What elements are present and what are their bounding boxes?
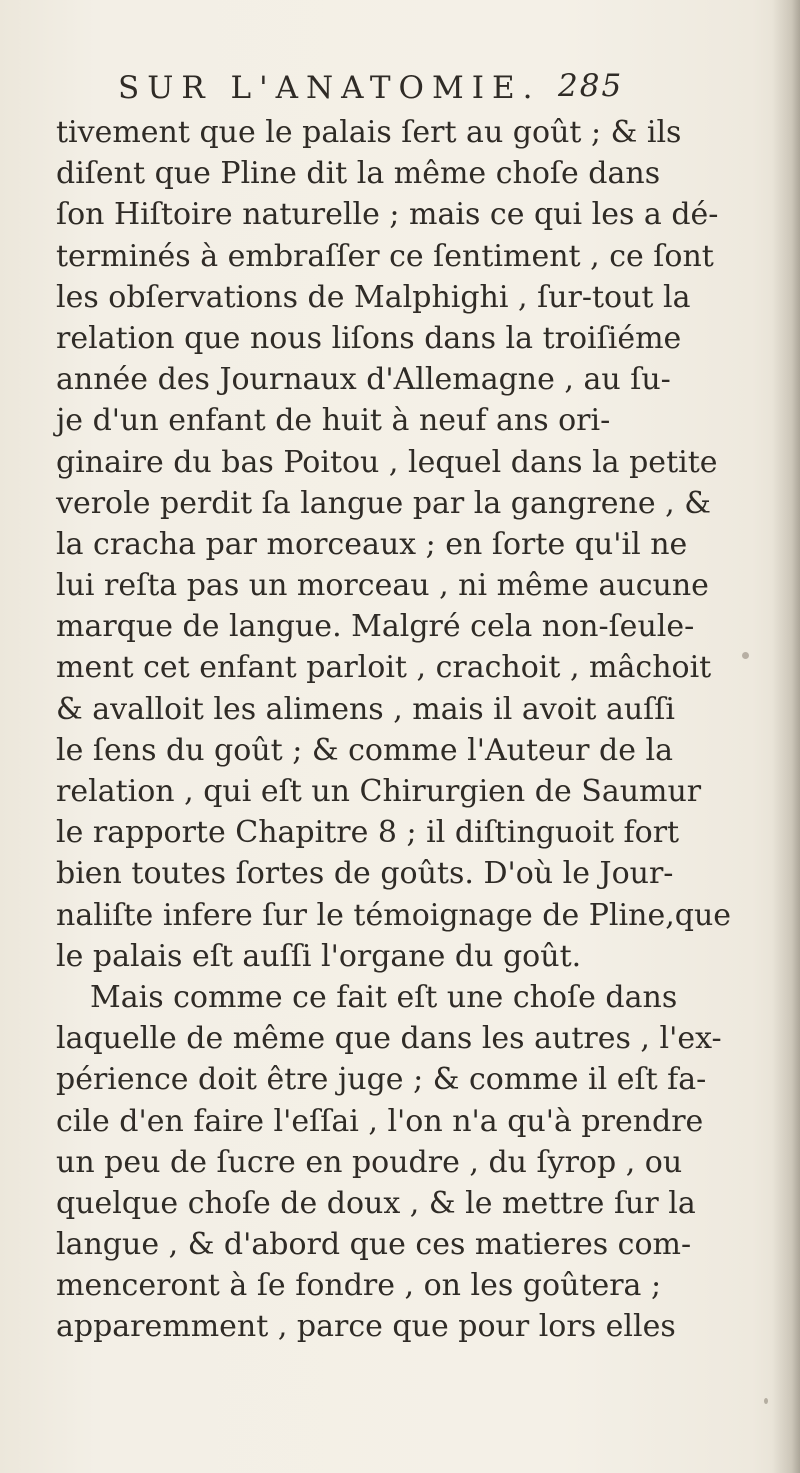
text-line: menceront à ſe fondre , on les goûtera ; (56, 1268, 662, 1304)
text-line: le rapporte Chapitre 8 ; il diſtinguoit fort (56, 815, 680, 851)
text-line: périence doit être juge ; & comme il eſt fa- (56, 1062, 707, 1098)
text-line: relation que nous liſons dans la troiſiéme (56, 320, 682, 356)
text-line: année des Journaux d'Allemagne , au ſu- (56, 362, 671, 398)
text-line: je d'un enfant de huit à neuf ans ori- (56, 403, 611, 439)
text-line: les obſervations de Malphighi , ſur-tout la (56, 279, 691, 315)
text-line: marque de langue. Malgré cela non-ſeule- (56, 609, 695, 645)
text-line: ginaire du bas Poitou , lequel dans la petite (56, 444, 718, 480)
text-line: apparemment , parce que pour lors elles (56, 1309, 676, 1345)
text-line: ſon Hiſtoire naturelle ; mais ce qui les a dé- (56, 197, 719, 233)
running-head: SUR L'ANATOMIE. (118, 70, 541, 106)
page-header (118, 62, 658, 106)
text-line: ment cet enfant parloit , crachoit , mâchoit (56, 650, 712, 686)
text-line: Mais comme ce fait eſt une choſe dans (90, 979, 678, 1015)
page-number: 285 (558, 68, 624, 104)
text-line: le palais eſt auſſi l'organe du goût. (56, 938, 582, 974)
text-line: & avalloit les alimens , mais il avoit auſſi (56, 691, 675, 727)
text-line: relation , qui eſt un Chirurgien de Saumur (56, 774, 702, 809)
text-line: laquelle de même que dans les autres , l'ex- (56, 1021, 722, 1057)
ink-speck (742, 652, 749, 659)
text-line: langue , & d'abord que ces matieres com- (56, 1227, 692, 1263)
text-line: bien toutes ſortes de goûts. D'où le Jour- (56, 856, 674, 892)
text-line: cile d'en faire l'eſſai , l'on n'a qu'à prendre (56, 1103, 704, 1139)
ink-speck (764, 1398, 768, 1404)
text-line: quelque choſe de doux , & le mettre ſur la (56, 1185, 696, 1221)
page-edge-shadow (772, 0, 800, 1473)
text-line: un peu de ſucre en poudre , du ſyrop , ou (56, 1144, 683, 1180)
text-line: tivement que le palais ſert au goût ; & ils (56, 115, 682, 150)
text-line: terminés à embraſſer ce ſentiment , ce ſont (56, 238, 714, 274)
text-line: la cracha par morceaux ; en ſorte qu'il ne (56, 526, 688, 562)
text-line: le ſens du goût ; & comme l'Auteur de la (56, 732, 673, 768)
text-line: lui reſta pas un morceau , ni même aucune (56, 568, 709, 604)
text-line: verole perdit ſa langue par la gangrene , & (56, 485, 711, 521)
body-text (56, 112, 746, 1348)
text-line: diſent que Pline dit la même choſe dans (56, 156, 661, 192)
text-line: naliſte infere ſur le témoignage de Pline,que (56, 897, 732, 933)
